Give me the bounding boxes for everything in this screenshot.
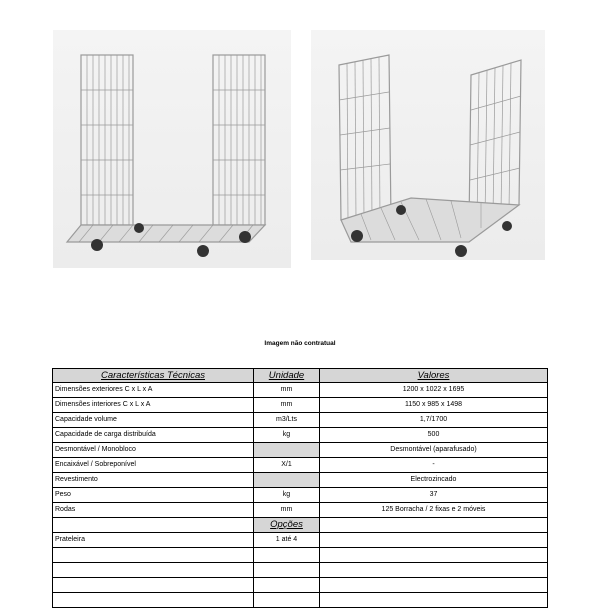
table-row xyxy=(53,413,548,428)
row-unit xyxy=(254,473,320,488)
option-unit xyxy=(254,578,320,593)
roll-container-illustration-angle xyxy=(311,30,545,260)
row-unit xyxy=(254,443,320,458)
row-unit: kg xyxy=(254,488,320,503)
options-row xyxy=(53,533,548,548)
option-value xyxy=(320,578,548,593)
image-disclaimer: Imagem não contratual xyxy=(264,340,336,347)
option-unit xyxy=(254,593,320,608)
table-row xyxy=(53,503,548,518)
row-value: 1150 x 985 x 1498 xyxy=(320,398,548,413)
row-value: 500 xyxy=(320,428,548,443)
product-photo-front xyxy=(53,30,291,268)
option-label: Prateleira xyxy=(53,533,254,548)
row-value: Desmontável (aparafusado) xyxy=(320,443,548,458)
row-label: Dimensões interiores C x L x A xyxy=(53,398,254,413)
option-unit: 1 até 4 xyxy=(254,533,320,548)
row-unit: mm xyxy=(254,503,320,518)
product-photo-angle xyxy=(311,30,545,260)
options-row xyxy=(53,563,548,578)
options-header-spacer xyxy=(53,518,254,533)
table-header-row xyxy=(53,369,548,383)
roll-container-illustration xyxy=(53,30,291,268)
option-label xyxy=(53,563,254,578)
row-label: Capacidade volume xyxy=(53,413,254,428)
option-unit xyxy=(254,548,320,563)
option-value xyxy=(320,548,548,563)
option-unit xyxy=(254,563,320,578)
option-label xyxy=(53,593,254,608)
row-value: 1,7/1700 xyxy=(320,413,548,428)
row-value: Electrozincado xyxy=(320,473,548,488)
row-label: Encaixável / Sobreponível xyxy=(53,458,254,473)
option-value xyxy=(320,533,548,548)
row-label: Desmontável / Monobloco xyxy=(53,443,254,458)
header-unit: Unidade xyxy=(254,369,320,383)
row-unit: kg xyxy=(254,428,320,443)
row-label: Capacidade de carga distribuída xyxy=(53,428,254,443)
option-value xyxy=(320,593,548,608)
header-characteristics: Características Técnicas xyxy=(53,369,254,383)
table-row xyxy=(53,383,548,398)
table-row xyxy=(53,428,548,443)
row-label: Rodas xyxy=(53,503,254,518)
row-value: 37 xyxy=(320,488,548,503)
options-header-row xyxy=(53,518,548,533)
table-row xyxy=(53,473,548,488)
table-row xyxy=(53,458,548,473)
table-row xyxy=(53,488,548,503)
row-unit: mm xyxy=(254,398,320,413)
option-label xyxy=(53,548,254,563)
specs-table xyxy=(52,368,548,608)
options-header: Opções xyxy=(254,518,320,533)
table-row xyxy=(53,398,548,413)
options-row xyxy=(53,548,548,563)
options-header-spacer xyxy=(320,518,548,533)
header-values: Valores xyxy=(320,369,548,383)
options-row xyxy=(53,593,548,608)
options-row xyxy=(53,578,548,593)
option-label xyxy=(53,578,254,593)
row-unit: mm xyxy=(254,383,320,398)
row-value: 1200 x 1022 x 1695 xyxy=(320,383,548,398)
row-unit: X/1 xyxy=(254,458,320,473)
row-unit: m3/Lts xyxy=(254,413,320,428)
row-value: 125 Borracha / 2 fixas e 2 móveis xyxy=(320,503,548,518)
option-value xyxy=(320,563,548,578)
row-label: Dimensões exteriores C x L x A xyxy=(53,383,254,398)
row-label: Revestimento xyxy=(53,473,254,488)
row-value: - xyxy=(320,458,548,473)
row-label: Peso xyxy=(53,488,254,503)
table-row xyxy=(53,443,548,458)
